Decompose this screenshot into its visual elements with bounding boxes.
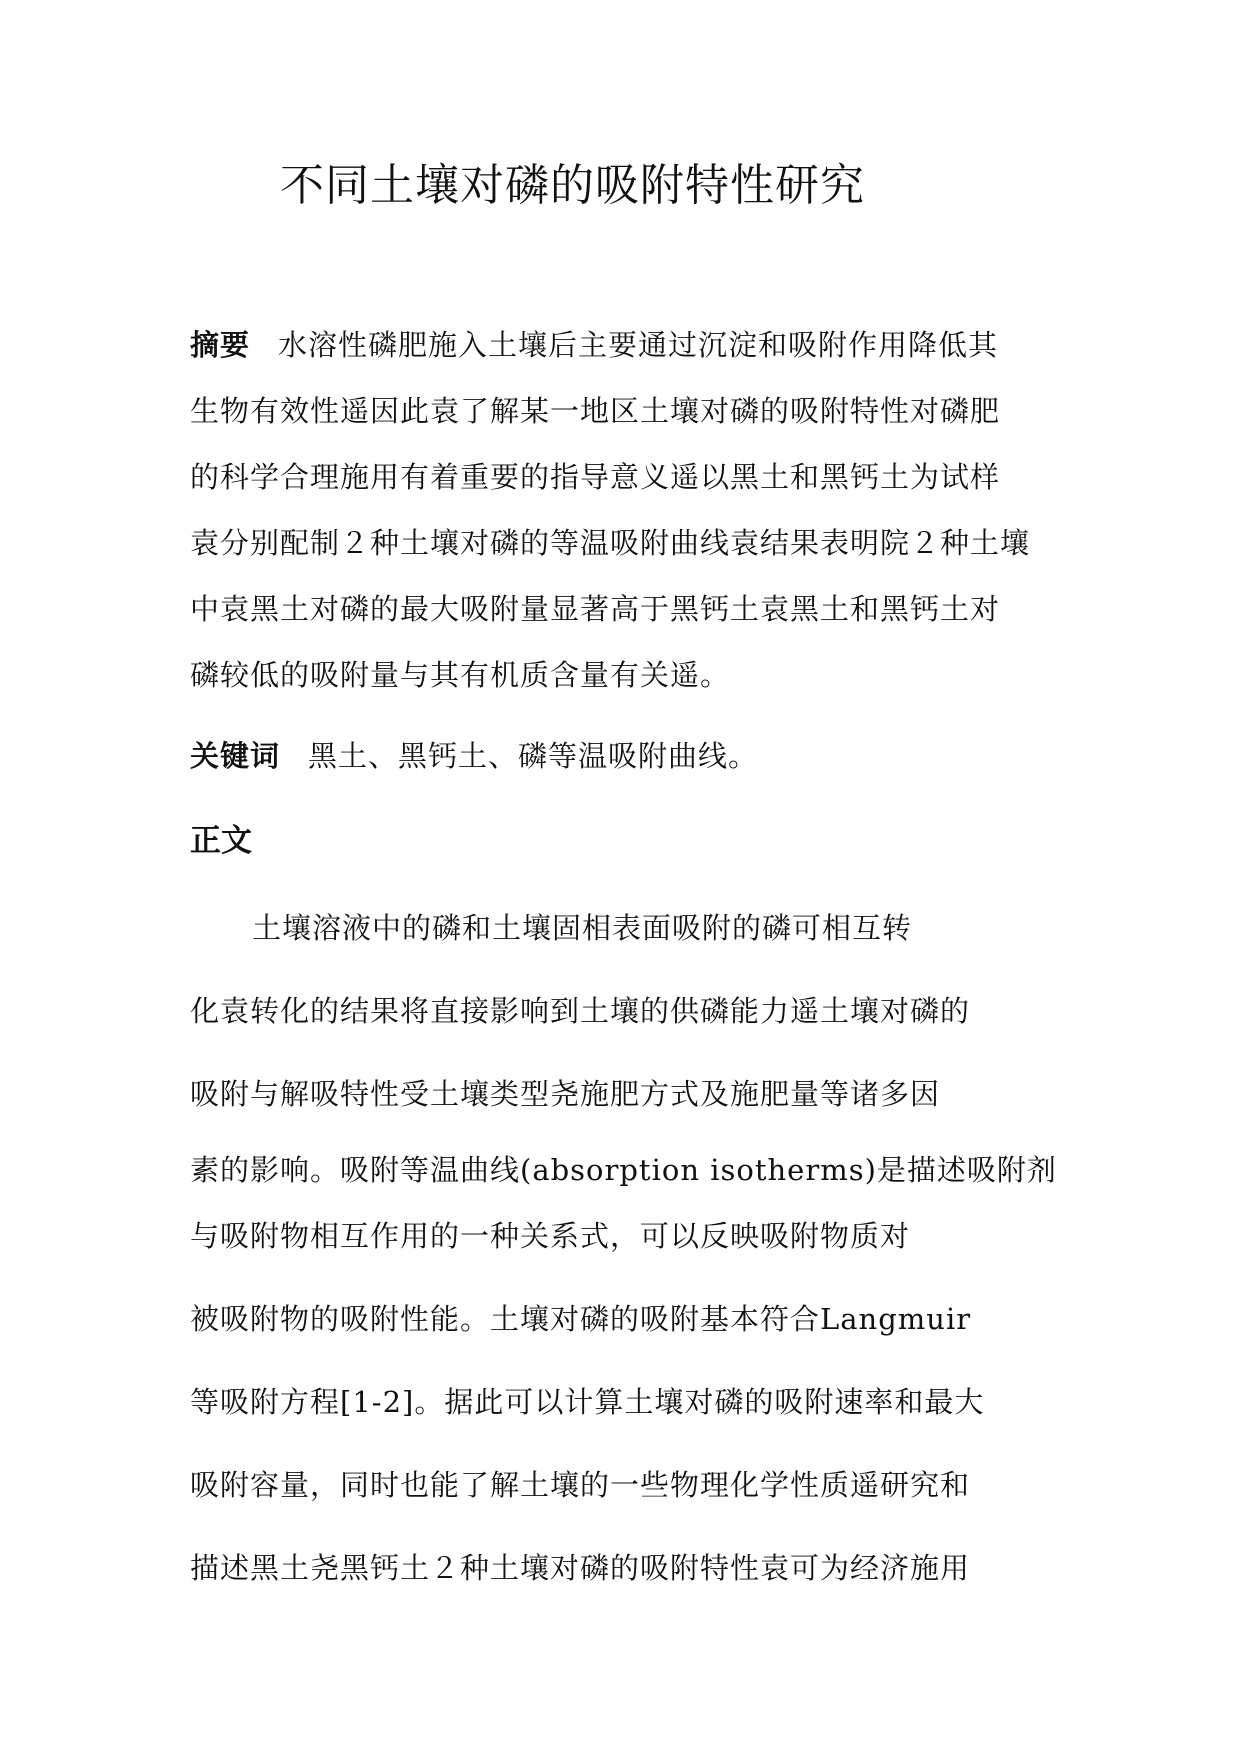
keywords-text: 黑土、黑钙土、磷等温吸附曲线。 — [308, 739, 759, 773]
abstract-line-1 — [190, 327, 998, 363]
body-line-7: 等吸附方程[1-2]。据此可以计算土壤对磷的吸附速率和最大 — [190, 1385, 985, 1419]
abstract-line-2: 生物有效性遥因此袁了解某一地区土壤对磷的吸附特性对磷肥 — [190, 394, 1001, 428]
body-line-5: 与吸附物相互作用的一种关系式，可以反映吸附物质对 — [190, 1219, 911, 1253]
paper-title: 不同土壤对磷的吸附特性研究 — [280, 160, 865, 211]
keywords-label: 关键词 — [190, 739, 281, 773]
body-line-8: 吸附容量，同时也能了解土壤的一些物理化学性质遥研究和 — [190, 1468, 971, 1502]
body-line-3: 吸附与解吸特性受土壤类型尧施肥方式及施肥量等诸多因 — [190, 1077, 941, 1111]
abstract-label: 摘要 — [190, 328, 251, 362]
body-line-9: 描述黑土尧黑钙土２种土壤对磷的吸附特性袁可为经济施用 — [190, 1551, 971, 1585]
abstract-line-4: 袁分别配制２种土壤对磷的等温吸附曲线袁结果表明院２种土壤 — [190, 526, 1031, 560]
body-line-4: 素的影响。吸附等温曲线(absorption isotherms)是描述吸附剂 — [190, 1153, 1057, 1187]
body-heading: 正文 — [190, 823, 252, 859]
body-line-1: 土壤溶液中的磷和土壤固相表面吸附的磷可相互转 — [252, 911, 913, 945]
keywords-line — [190, 738, 758, 774]
abstract-text-line: 水溶性磷肥施入土壤后主要通过沉淀和吸附作用降低其 — [278, 328, 999, 362]
abstract-line-3: 的科学合理施用有着重要的指导意义遥以黑土和黑钙土为试样 — [190, 460, 1001, 494]
body-line-6: 被吸附物的吸附性能。土壤对磷的吸附基本符合Langmuir — [190, 1302, 972, 1336]
abstract-line-5: 中袁黑土对磷的最大吸附量显著高于黑钙土袁黑土和黑钙土对 — [190, 592, 1001, 626]
body-line-2: 化袁转化的结果将直接影响到土壤的供磷能力遥土壤对磷的 — [190, 994, 971, 1028]
abstract-line-6: 磷较低的吸附量与其有机质含量有关遥。 — [190, 658, 731, 692]
